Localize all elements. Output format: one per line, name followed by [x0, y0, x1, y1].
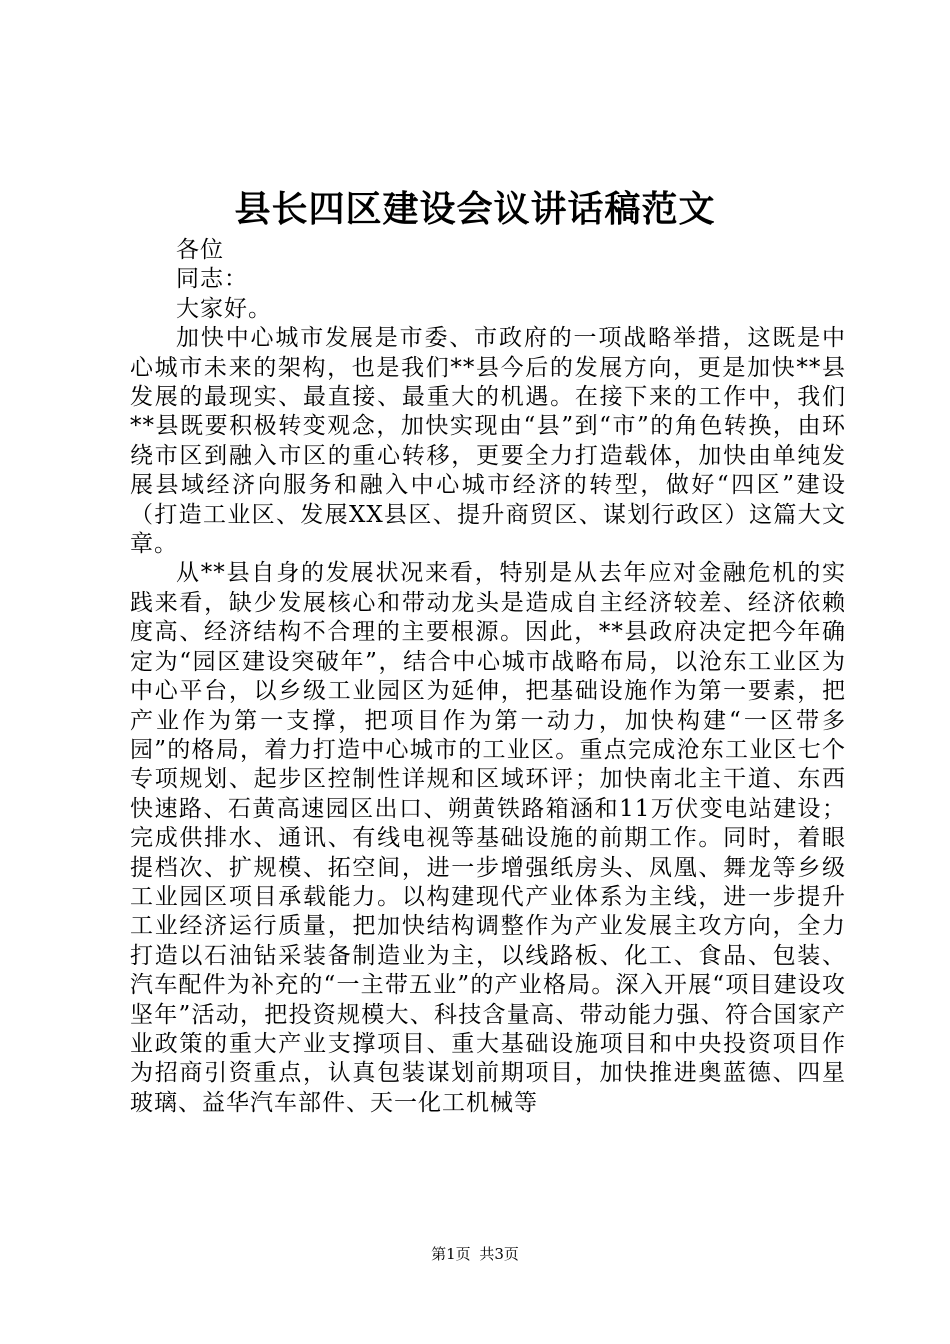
page-total: 共3页: [479, 1245, 519, 1263]
salutation-line-2: 同志：: [176, 266, 248, 293]
page-footer: [0, 1244, 950, 1264]
page-number: 第1页: [431, 1245, 471, 1263]
greeting-line: 大家好。: [176, 295, 272, 322]
body-paragraph-1: 加快中心城市发展是市委、市政府的一项战略举措，这既是中心城市未来的架构，也是我们**县今后的发展方向，更是加快**县发展的最现实、最直接、最重大的机遇。在接下来的工作中，我们**县既要积极转变观念，加快实现由“县”到“市”的角色转换，由环绕市区到融入市区的重心转移，更要全力打造载体，加快由单纯发展县域经济向服务和融入中心城市经济的转型，做好“四区”建设（打造工业区、发展XX县区、提升商贸区、谋划行政区）这篇大文章。: [130, 325, 846, 558]
document-title: 县长四区建设会议讲话稿范文: [234, 188, 716, 230]
salutation-line-1: 各位: [176, 237, 224, 263]
document-body: [130, 236, 846, 1118]
body-paragraph-2: 从**县自身的发展状况来看，特别是从去年应对金融危机的实践来看，缺少发展核心和带动龙头是造成自主经济较差、经济依赖度高、经济结构不合理的主要根源。因此，**县政府决定把今年确定为“园区建设突破年”，结合中心城市战略布局，以沧东工业区为中心平台，以乡级工业园区为延伸，把基础设施作为第一要素，把产业作为第一支撑，把项目作为第一动力，加快构建“一区带多园”的格局，着力打造中心城市的工业区。重点完成沧东工业区七个专项规划、起步区控制性详规和区域环评；加快南北主干道、东西快速路、石黄高速园区出口、朔黄铁路箱涵和11万伏变电站建设；完成供排水、通讯、有线电视等基础设施的前期工作。同时，着眼提档次、扩规模、拓空间，进一步增强纸房头、凤凰、舞龙等乡级工业园区项目承载能力。以构建现代产业体系为主线，进一步提升工业经济运行质量，把加快结构调整作为产业发展主攻方向，全力打造以石油钻采装备制造业为主，以线路板、化工、食品、包装、汽车配件为补充的“一主带五业”的产业格局。深入开展“项目建设攻坚年”活动，把投资规模大、科技含量高、带动能力强、符合国家产业政策的重大产业支撑项目、重大基础设施项目和中央投资项目作为招商引资重点，认真包装谋划前期项目，加快推进奥蓝德、四星玻璃、益华汽车部件、天一化工机械等: [130, 560, 846, 1116]
